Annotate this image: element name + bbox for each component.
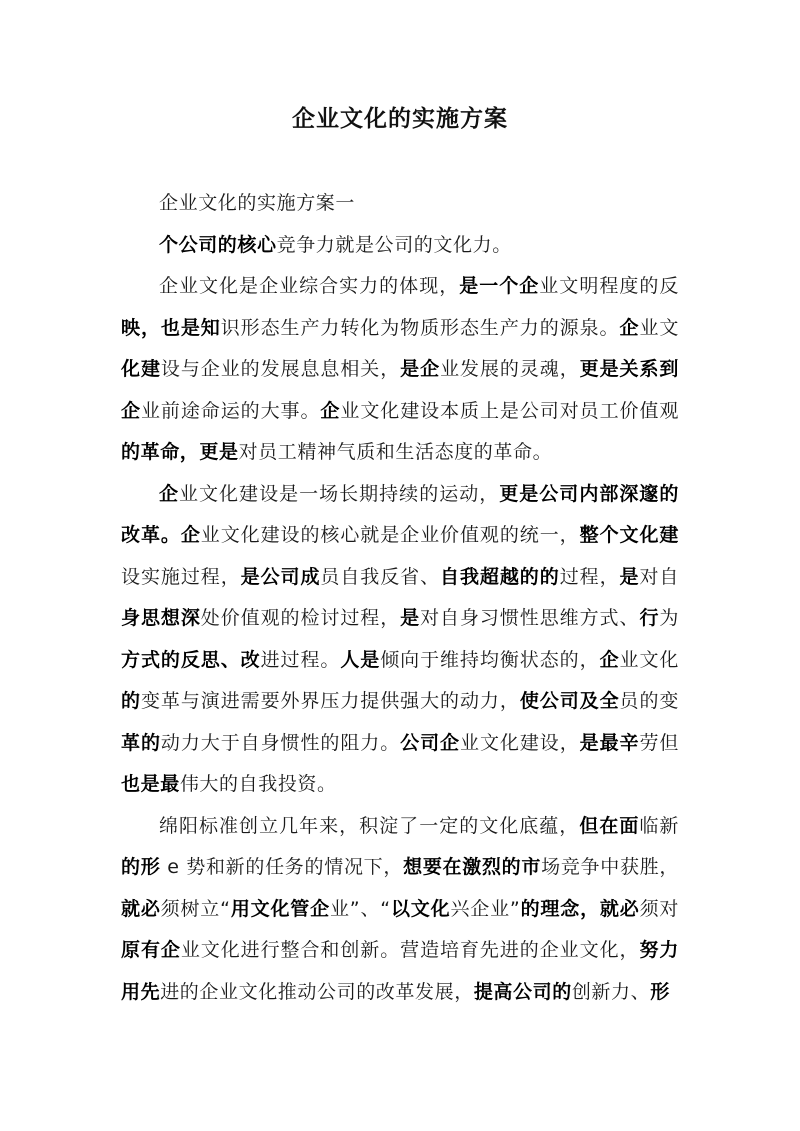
text-run: 业文化进行整合和创新。营造培育先进的企业文化， bbox=[180, 939, 640, 961]
text-run: 对员工精神气质和生活态度的革命。 bbox=[238, 441, 553, 463]
paragraph bbox=[121, 474, 679, 806]
bold-text-run: 形 bbox=[650, 980, 670, 1003]
text-run: 绵阳标准创立几年来，积淀了一定的文化底蕴， bbox=[159, 814, 580, 837]
bold-text-run: 行 bbox=[639, 607, 660, 629]
bold-text-run: 就必 bbox=[121, 897, 161, 920]
text-run: 业文化建设， bbox=[460, 731, 580, 754]
bold-text-run: 整个文化建 bbox=[579, 524, 679, 546]
text-run: 业文化建设的核心就是企业价值观的统一， bbox=[200, 524, 580, 546]
bold-text-run: 努力 bbox=[639, 939, 679, 961]
bold-text-run: 的 bbox=[121, 690, 141, 712]
bold-text-run: 用先 bbox=[121, 980, 161, 1003]
bold-text-run: 的革命，更是 bbox=[121, 441, 239, 463]
text-run: 设实施过程， bbox=[121, 565, 241, 588]
bold-text-run: 是 bbox=[619, 565, 640, 588]
paragraph bbox=[121, 225, 679, 267]
bold-text-run: 公司企 bbox=[400, 731, 460, 754]
text-run: 业文化 bbox=[619, 648, 680, 671]
bold-text-run: 人是 bbox=[340, 648, 381, 671]
bold-text-run: 映，也是知 bbox=[121, 316, 221, 339]
bold-text-run: 企 bbox=[159, 482, 180, 505]
bold-text-run: 自我超越的的 bbox=[440, 565, 560, 588]
text-run: e 势和新的任务的情况下， bbox=[160, 856, 404, 878]
bold-text-run: 方式的反思、改 bbox=[121, 648, 261, 671]
text-run: 业文明程度的反 bbox=[539, 275, 679, 297]
bold-text-run: 是一个企 bbox=[459, 275, 540, 297]
bold-text-run: 使公司及全 bbox=[519, 690, 620, 712]
text-run: 对自身习惯性思维方式、 bbox=[420, 607, 640, 629]
text-run: 业文化建设本质上是公司对员工价值观 bbox=[340, 399, 680, 422]
paragraph bbox=[121, 266, 679, 474]
text-run: 竞争力就是公司的文化力。 bbox=[276, 233, 512, 256]
text-run: 须对 bbox=[639, 897, 679, 920]
text-run: 业”、“ bbox=[329, 897, 391, 920]
bold-text-run: 是企 bbox=[400, 358, 441, 380]
bold-text-run: 化建 bbox=[121, 358, 161, 380]
bold-text-run: 但在面 bbox=[579, 814, 640, 837]
bold-text-run: 原有企 bbox=[121, 939, 181, 961]
paragraph bbox=[121, 806, 679, 1014]
text-run: 动力大于自身惯性的阻力。 bbox=[160, 731, 401, 754]
text-run: 进过程。 bbox=[260, 648, 341, 671]
text-run: 场竞争中获胜， bbox=[541, 856, 680, 878]
text-run: 识形态生产力转化为物质形态生产力的源泉。 bbox=[220, 316, 620, 339]
text-run: 进的企业文化推动公司的改革发展， bbox=[160, 980, 474, 1003]
bold-text-run: 是公司成 bbox=[240, 565, 321, 588]
bold-text-run: 的形 bbox=[121, 856, 161, 878]
text-run: 须树立“ bbox=[160, 897, 231, 920]
bold-text-run: 更是关系到企 bbox=[121, 358, 680, 422]
bold-text-run: 革的 bbox=[121, 731, 161, 754]
text-run: 员的变 bbox=[619, 690, 679, 712]
bold-text-run: 企 bbox=[619, 316, 640, 339]
bold-text-run: 是 bbox=[400, 607, 421, 629]
bold-text-run: 的理念，就必 bbox=[520, 897, 640, 920]
bold-text-run: 企 bbox=[599, 648, 620, 671]
paragraph bbox=[121, 183, 679, 225]
text-run: 业前途命运的大事。 bbox=[140, 399, 321, 422]
bold-text-run: 更是公司内部深邃的改革。企 bbox=[121, 482, 679, 546]
text-run: 业文 bbox=[639, 316, 679, 339]
text-run: 员自我反省、 bbox=[320, 565, 441, 588]
text-run: 企业文化的实施方案一 bbox=[159, 192, 356, 214]
text-run: 处价值观的检讨过程， bbox=[200, 607, 401, 629]
bold-text-run: 想要在激烈的市 bbox=[403, 856, 542, 878]
text-run: 对自 bbox=[639, 565, 680, 588]
document-body bbox=[121, 183, 679, 1013]
text-run: 倾向于维持均衡状态的， bbox=[380, 648, 600, 671]
text-run: 设与企业的发展息息相关， bbox=[160, 358, 401, 380]
text-run: 企业文化是企业综合实力的体现， bbox=[159, 275, 460, 297]
bold-text-run: 也是最 bbox=[121, 773, 180, 795]
bold-text-run: 提高公司的 bbox=[473, 980, 572, 1003]
bold-text-run: 用文化管企 bbox=[230, 897, 330, 920]
text-run: 业发展的灵魂， bbox=[440, 358, 580, 380]
text-run: 变革与演进需要外界压力提供强大的动力， bbox=[140, 690, 520, 712]
bold-text-run: 身思想深 bbox=[121, 607, 201, 629]
text-run: 伟大的自我投资。 bbox=[179, 773, 337, 795]
text-run: 劳但 bbox=[639, 731, 680, 754]
text-run: 业文化建设是一场长期持续的运动， bbox=[179, 482, 500, 505]
bold-text-run: 个公司的核心 bbox=[159, 233, 277, 256]
text-run: 过程， bbox=[559, 565, 620, 588]
text-run: 创新力、 bbox=[571, 980, 651, 1003]
text-run: 为 bbox=[659, 607, 679, 629]
bold-text-run: 以文化 bbox=[390, 897, 451, 920]
document-title: 企业文化的实施方案 bbox=[292, 106, 508, 132]
bold-text-run: 企 bbox=[320, 399, 341, 422]
text-run: 临新 bbox=[639, 814, 679, 837]
text-run: 兴企业” bbox=[450, 897, 521, 920]
bold-text-run: 是最辛 bbox=[579, 731, 640, 754]
